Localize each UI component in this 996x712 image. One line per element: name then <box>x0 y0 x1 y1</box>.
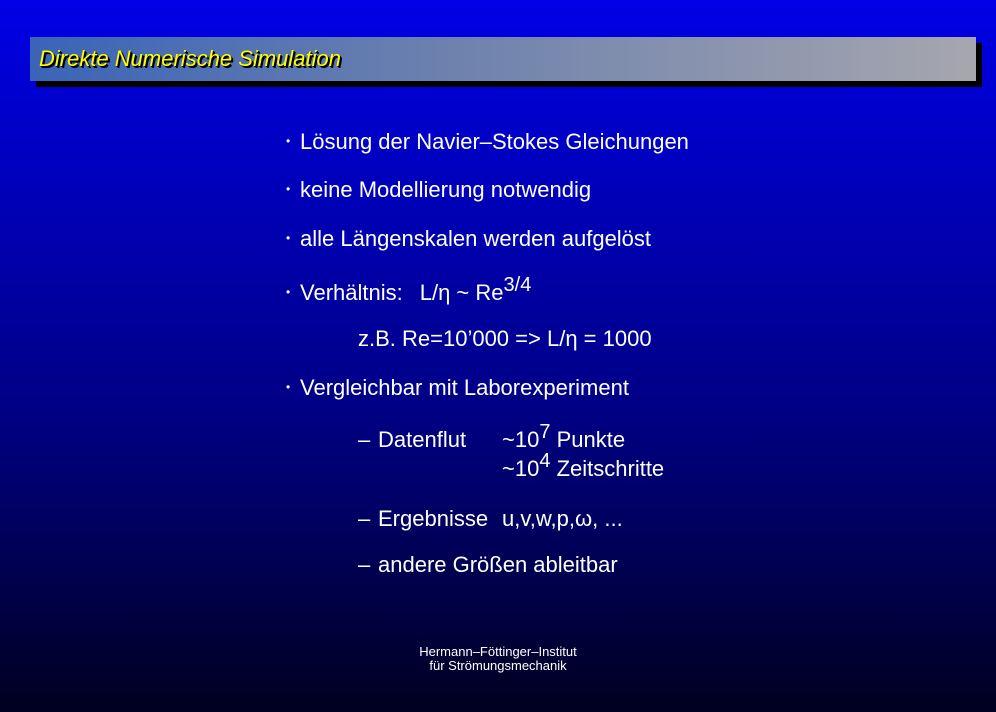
datenflut-value-timesteps: $\sim 10^4$ Zeitschritte <box>502 450 665 481</box>
sub-item-text: andere Größen ableitbar <box>378 552 618 577</box>
bullet-item-laengenskalen <box>286 225 651 252</box>
bullet-icon: • <box>286 231 291 245</box>
dash-icon: – <box>358 506 371 531</box>
footer-institute: Hermann–Föttinger–Institut <box>419 644 577 659</box>
bullet-label: Verhältnis: <box>300 280 403 305</box>
slide-title: Direkte Numerische Simulation <box>39 46 341 71</box>
ratio-example: z.B. Re=10’000 => L/η = 1000 <box>358 326 652 351</box>
datenflut-value-points: $\sim 10^7$ Punkte <box>502 421 626 452</box>
bullet-text: alle Längenskalen werden aufgelöst <box>300 226 652 251</box>
bullet-text: Vergleichbar mit Laborexperiment <box>300 375 629 400</box>
footer-department: für Strömungsmechanik <box>429 658 567 673</box>
sub-item-label: Ergebnisse <box>378 506 489 531</box>
bullet-icon: • <box>286 134 291 148</box>
bullet-icon: • <box>286 285 291 299</box>
sub-item-groessen <box>358 552 618 578</box>
sub-item-label: Datenflut <box>378 427 467 452</box>
bullet-item-verhaeltnis <box>286 274 532 307</box>
sub-item-ergebnisse <box>358 506 488 532</box>
dash-icon: – <box>358 552 371 577</box>
bullet-icon: • <box>286 182 291 196</box>
ergebnisse-value: u,v,w,p,ω, ... <box>502 506 623 531</box>
ratio-exponent: 3/4 <box>503 274 532 296</box>
ratio-expression: L/η ~ Re <box>419 280 504 305</box>
bullet-item-laborexperiment <box>286 374 629 401</box>
bullet-item-navier-stokes <box>286 128 689 155</box>
sub-item-datenflut <box>358 427 466 453</box>
bullet-text: Lösung der Navier–Stokes Gleichungen <box>300 129 689 154</box>
dash-icon: – <box>358 427 371 452</box>
bullet-icon: • <box>286 380 291 394</box>
bullet-item-modellierung <box>286 176 591 203</box>
bullet-text: keine Modellierung notwendig <box>300 177 592 202</box>
